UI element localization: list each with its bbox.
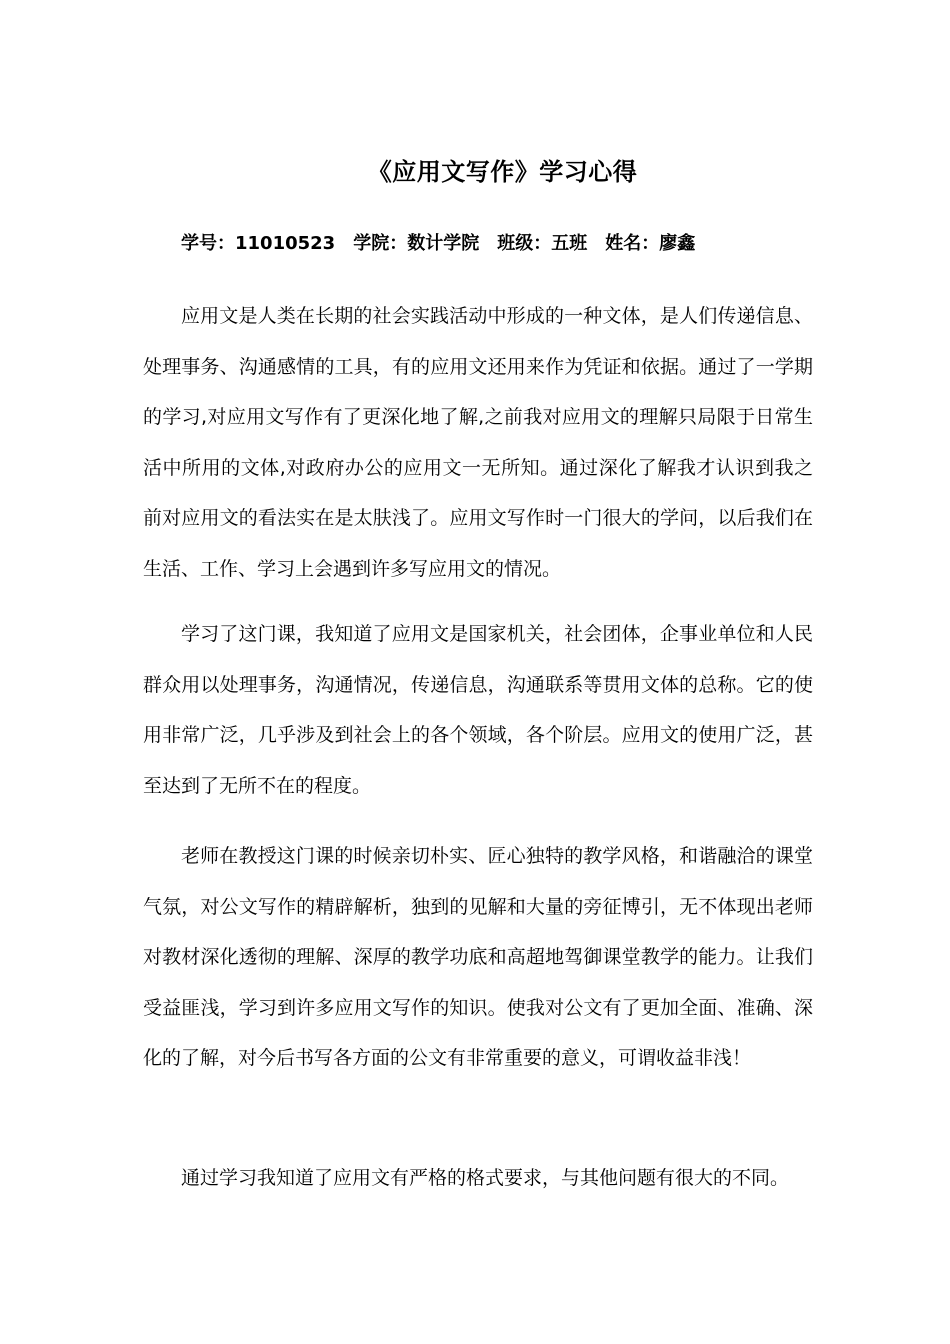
student-info-line [181,226,695,262]
student-id: 学号：11010523 [181,233,336,254]
document-title: 《应用文写作》学习心得 [367,158,638,186]
college: 学院：数计学院 [353,233,480,254]
paragraph-4: 通过学习我知道了应用文有严格的格式要求，与其他问题有很大的不同。 [181,1167,790,1189]
paragraph-1: 应用文是人类在长期的社会实践活动中形成的一种文体，是人们传递信息、处理事务、沟通感情的工具，有的应用文还用来作为凭证和依据。通过了一学期的学习,对应用文写作有了更深化地了解,之前我对应用文的理解只局限于日常生活中所用的文体,对政府办公的应用文一无所知。通过深化了解我才认识到我之前对应用文的看法实在是太肤浅了。应用文写作时一门很大的学问，以后我们在生活、工作、学习上会遇到许多写应用文的情况。 [143,305,813,580]
paragraph-3: 老师在教授这门课的时候亲切朴实、匠心独特的教学风格，和谐融洽的课堂气氛，对公文写作的精辟解析，独到的见解和大量的旁征博引，无不体现出老师对教材深化透彻的理解、深厚的教学功底和高超地驾御课堂教学的能力。让我们受益匪浅，学习到许多应用文写作的知识。使我对公文有了更加全面、准确、深化的了解，对今后书写各方面的公文有非常重要的意义，可谓收益非浅！ [143,845,813,1069]
student-name: 姓名：廖鑫 [605,233,696,254]
paragraph-2: 学习了这门课，我知道了应用文是国家机关，社会团体，企事业单位和人民群众用以处理事务，沟通情况，传递信息，沟通联系等贯用文体的总称。它的使用非常广泛，几乎涉及到社会上的各个领域，各个阶层。应用文的使用广泛，甚至达到了无所不在的程度。 [143,623,813,797]
class: 班级：五班 [497,233,588,254]
